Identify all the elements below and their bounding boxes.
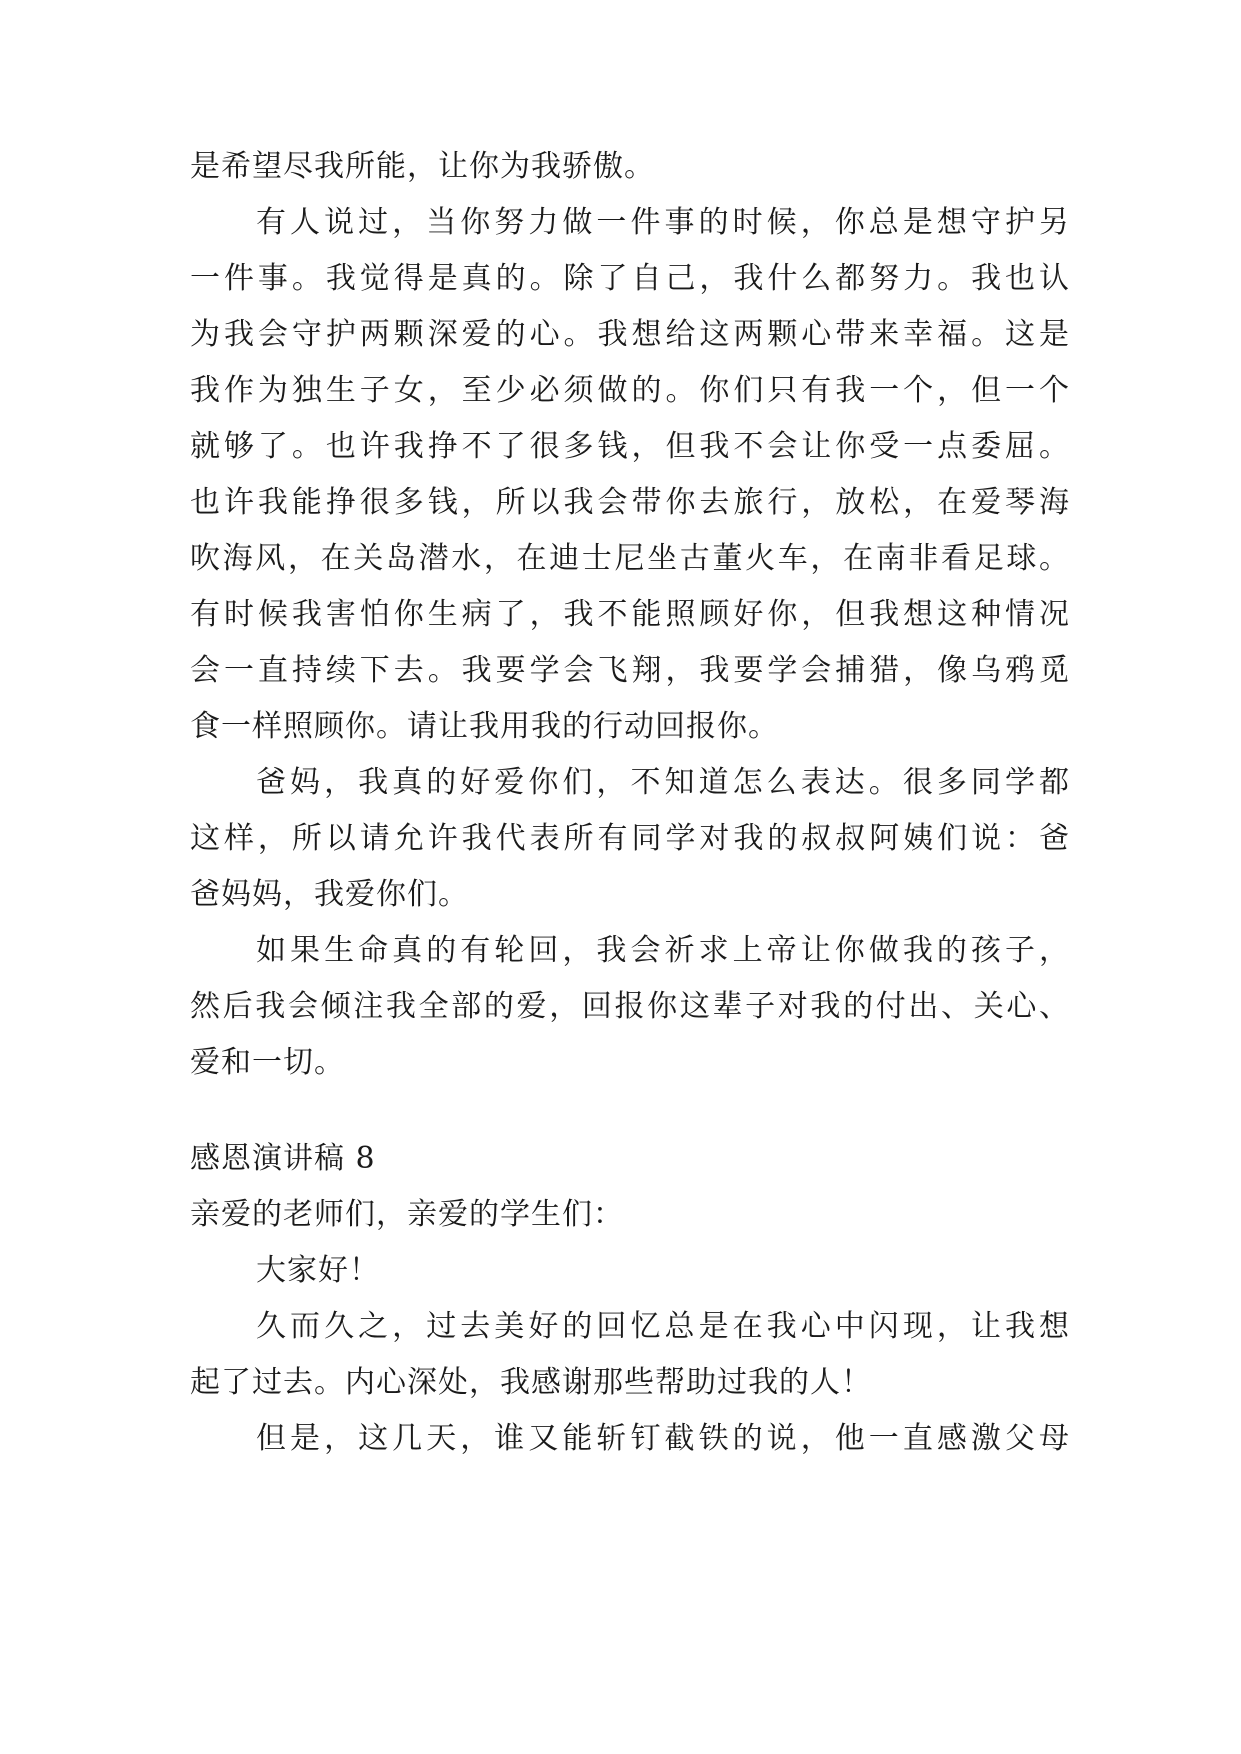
text-line: 就够了。也许我挣不了很多钱，但我不会让你受一点委屈。 [190, 429, 1070, 464]
text-line: 爸妈妈，我爱你们。 [190, 877, 469, 912]
text-line: 吹海风，在关岛潜水，在迪士尼坐古董火车，在南非看足球。 [190, 541, 1070, 576]
paragraph-first-line: 久而久之，过去美好的回忆总是在我心中闪现，让我想 [256, 1309, 1070, 1344]
text-line: 然后我会倾注我全部的爱，回报你这辈子对我的付出、关心、 [190, 989, 1070, 1024]
text-line: 有时候我害怕你生病了，我不能照顾好你，但我想这种情况 [190, 597, 1070, 632]
greeting: 大家好！ [256, 1253, 380, 1288]
salutation: 亲爱的老师们，亲爱的学生们： [190, 1197, 624, 1232]
text-line: 这样，所以请允许我代表所有同学对我的叔叔阿姨们说：爸 [190, 821, 1070, 856]
text-line: 也许我能挣很多钱，所以我会带你去旅行，放松，在爱琴海 [190, 485, 1070, 520]
paragraph-first-line: 爸妈，我真的好爱你们，不知道怎么表达。很多同学都 [256, 765, 1070, 800]
text-line: 食一样照顾你。请让我用我的行动回报你。 [190, 709, 779, 744]
text-line: 起了过去。内心深处，我感谢那些帮助过我的人！ [190, 1365, 872, 1400]
text-line: 是希望尽我所能，让你为我骄傲。 [190, 149, 655, 184]
paragraph-first-line: 有人说过，当你努力做一件事的时候，你总是想守护另 [256, 205, 1070, 240]
paragraph-first-line: 如果生命真的有轮回，我会祈求上帝让你做我的孩子， [256, 933, 1070, 968]
section-title: 感恩演讲稿 8 [190, 1141, 376, 1176]
text-line: 为我会守护两颗深爱的心。我想给这两颗心带来幸福。这是 [190, 317, 1070, 352]
text-line: 爱和一切。 [190, 1045, 345, 1080]
text-line: 我作为独生子女，至少必须做的。你们只有我一个，但一个 [190, 373, 1070, 408]
paragraph-first-line: 但是，这几天，谁又能斩钉截铁的说，他一直感激父母 [256, 1421, 1070, 1456]
text-line: 会一直持续下去。我要学会飞翔，我要学会捕猎，像乌鸦觅 [190, 653, 1070, 688]
text-line: 一件事。我觉得是真的。除了自己，我什么都努力。我也认 [190, 261, 1070, 296]
